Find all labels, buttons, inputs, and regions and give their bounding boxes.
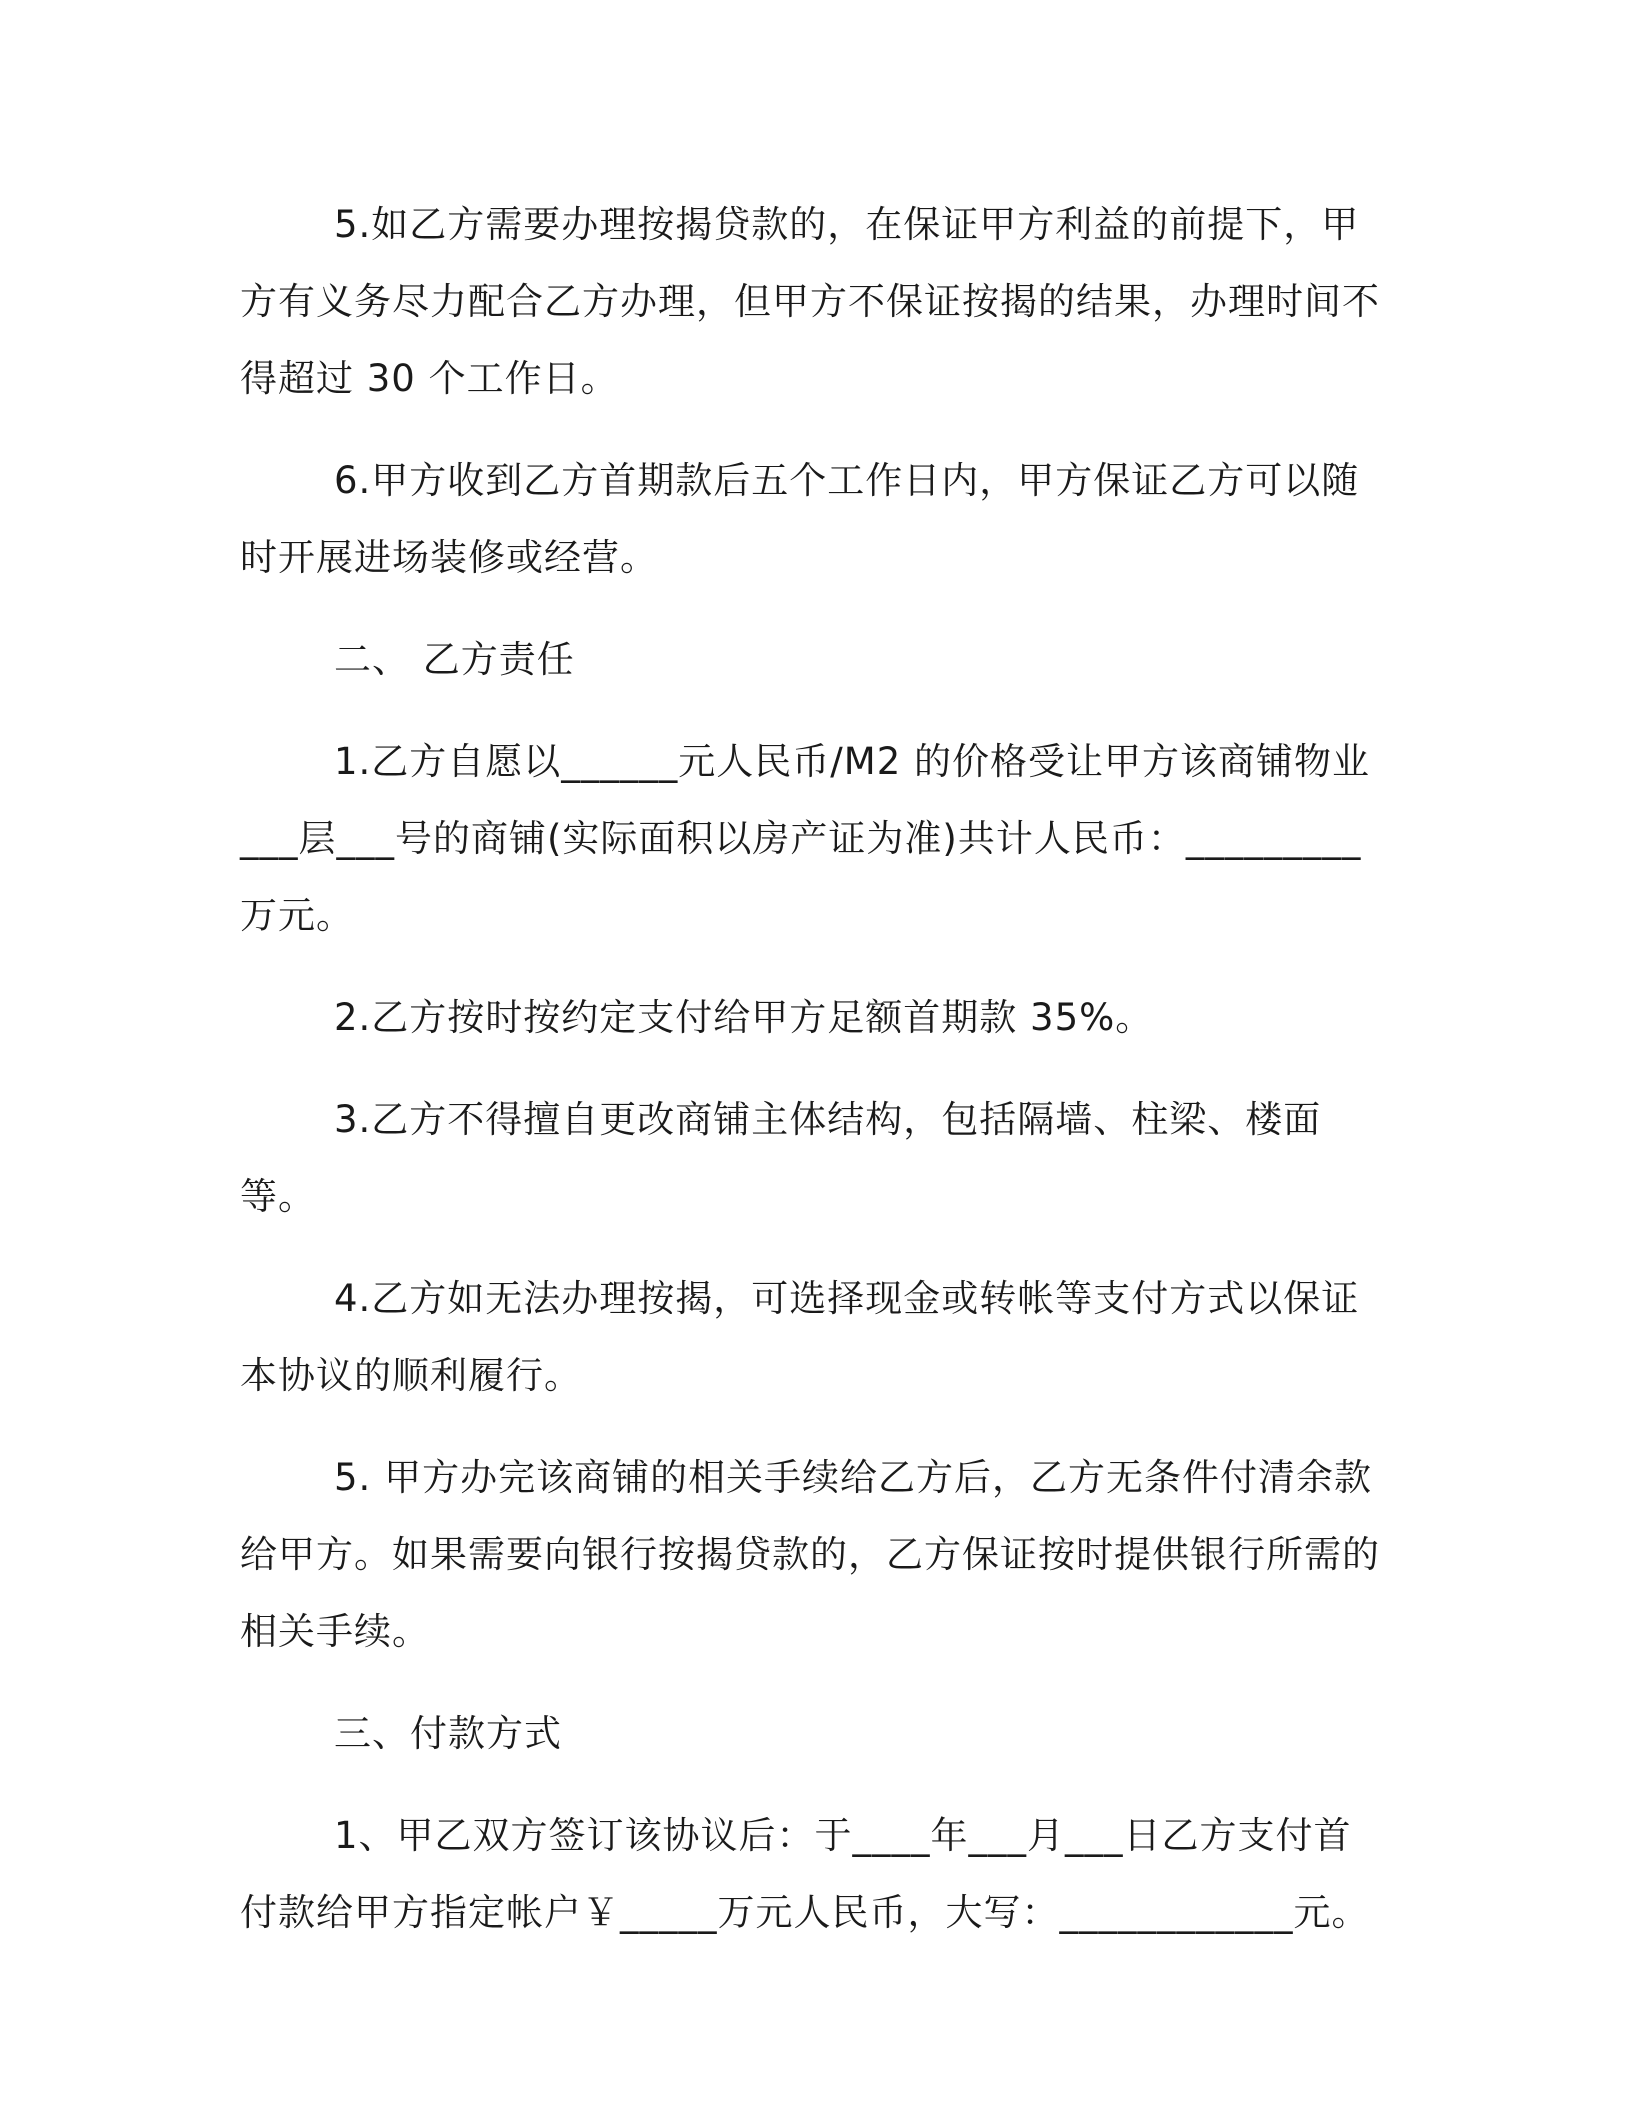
section-heading-party-b-duties: 二、 乙方责任	[334, 638, 575, 681]
clause-b-1: 1.乙方自愿以______元人民币/M2 的价格受让甲方该商铺物业___层___号的商铺(实际面积以房产证为准)共计人民币：_________万元。	[240, 740, 1370, 937]
clause-b-2: 2.乙方按时按约定支付给甲方足额首期款 35%。	[334, 996, 1154, 1039]
clause-a-5: 5.如乙方需要办理按揭贷款的，在保证甲方利益的前提下，甲方有义务尽力配合乙方办理，但甲方不保证按揭的结果，办理时间不得超过 30 个工作日。	[240, 203, 1380, 400]
section-heading-payment-method: 三、付款方式	[334, 1712, 562, 1755]
clause-b-4: 4.乙方如无法办理按揭，可选择现金或转帐等支付方式以保证本协议的顺利履行。	[240, 1277, 1360, 1397]
clause-b-3: 3.乙方不得擅自更改商铺主体结构，包括隔墙、柱梁、楼面等。	[240, 1098, 1322, 1218]
document-body	[240, 186, 1380, 1951]
clause-a-6: 6.甲方收到乙方首期款后五个工作日内，甲方保证乙方可以随时开展进场装修或经营。	[240, 459, 1360, 579]
clause-c-1: 1、甲乙双方签订该协议后：于____年___月___日乙方支付首付款给甲方指定帐户￥_____万元人民币，大写：____________元。	[240, 1814, 1370, 1934]
clause-b-5: 5. 甲方办完该商铺的相关手续给乙方后，乙方无条件付清余款给甲方。如果需要向银行按揭贷款的，乙方保证按时提供银行所需的相关手续。	[240, 1456, 1380, 1653]
